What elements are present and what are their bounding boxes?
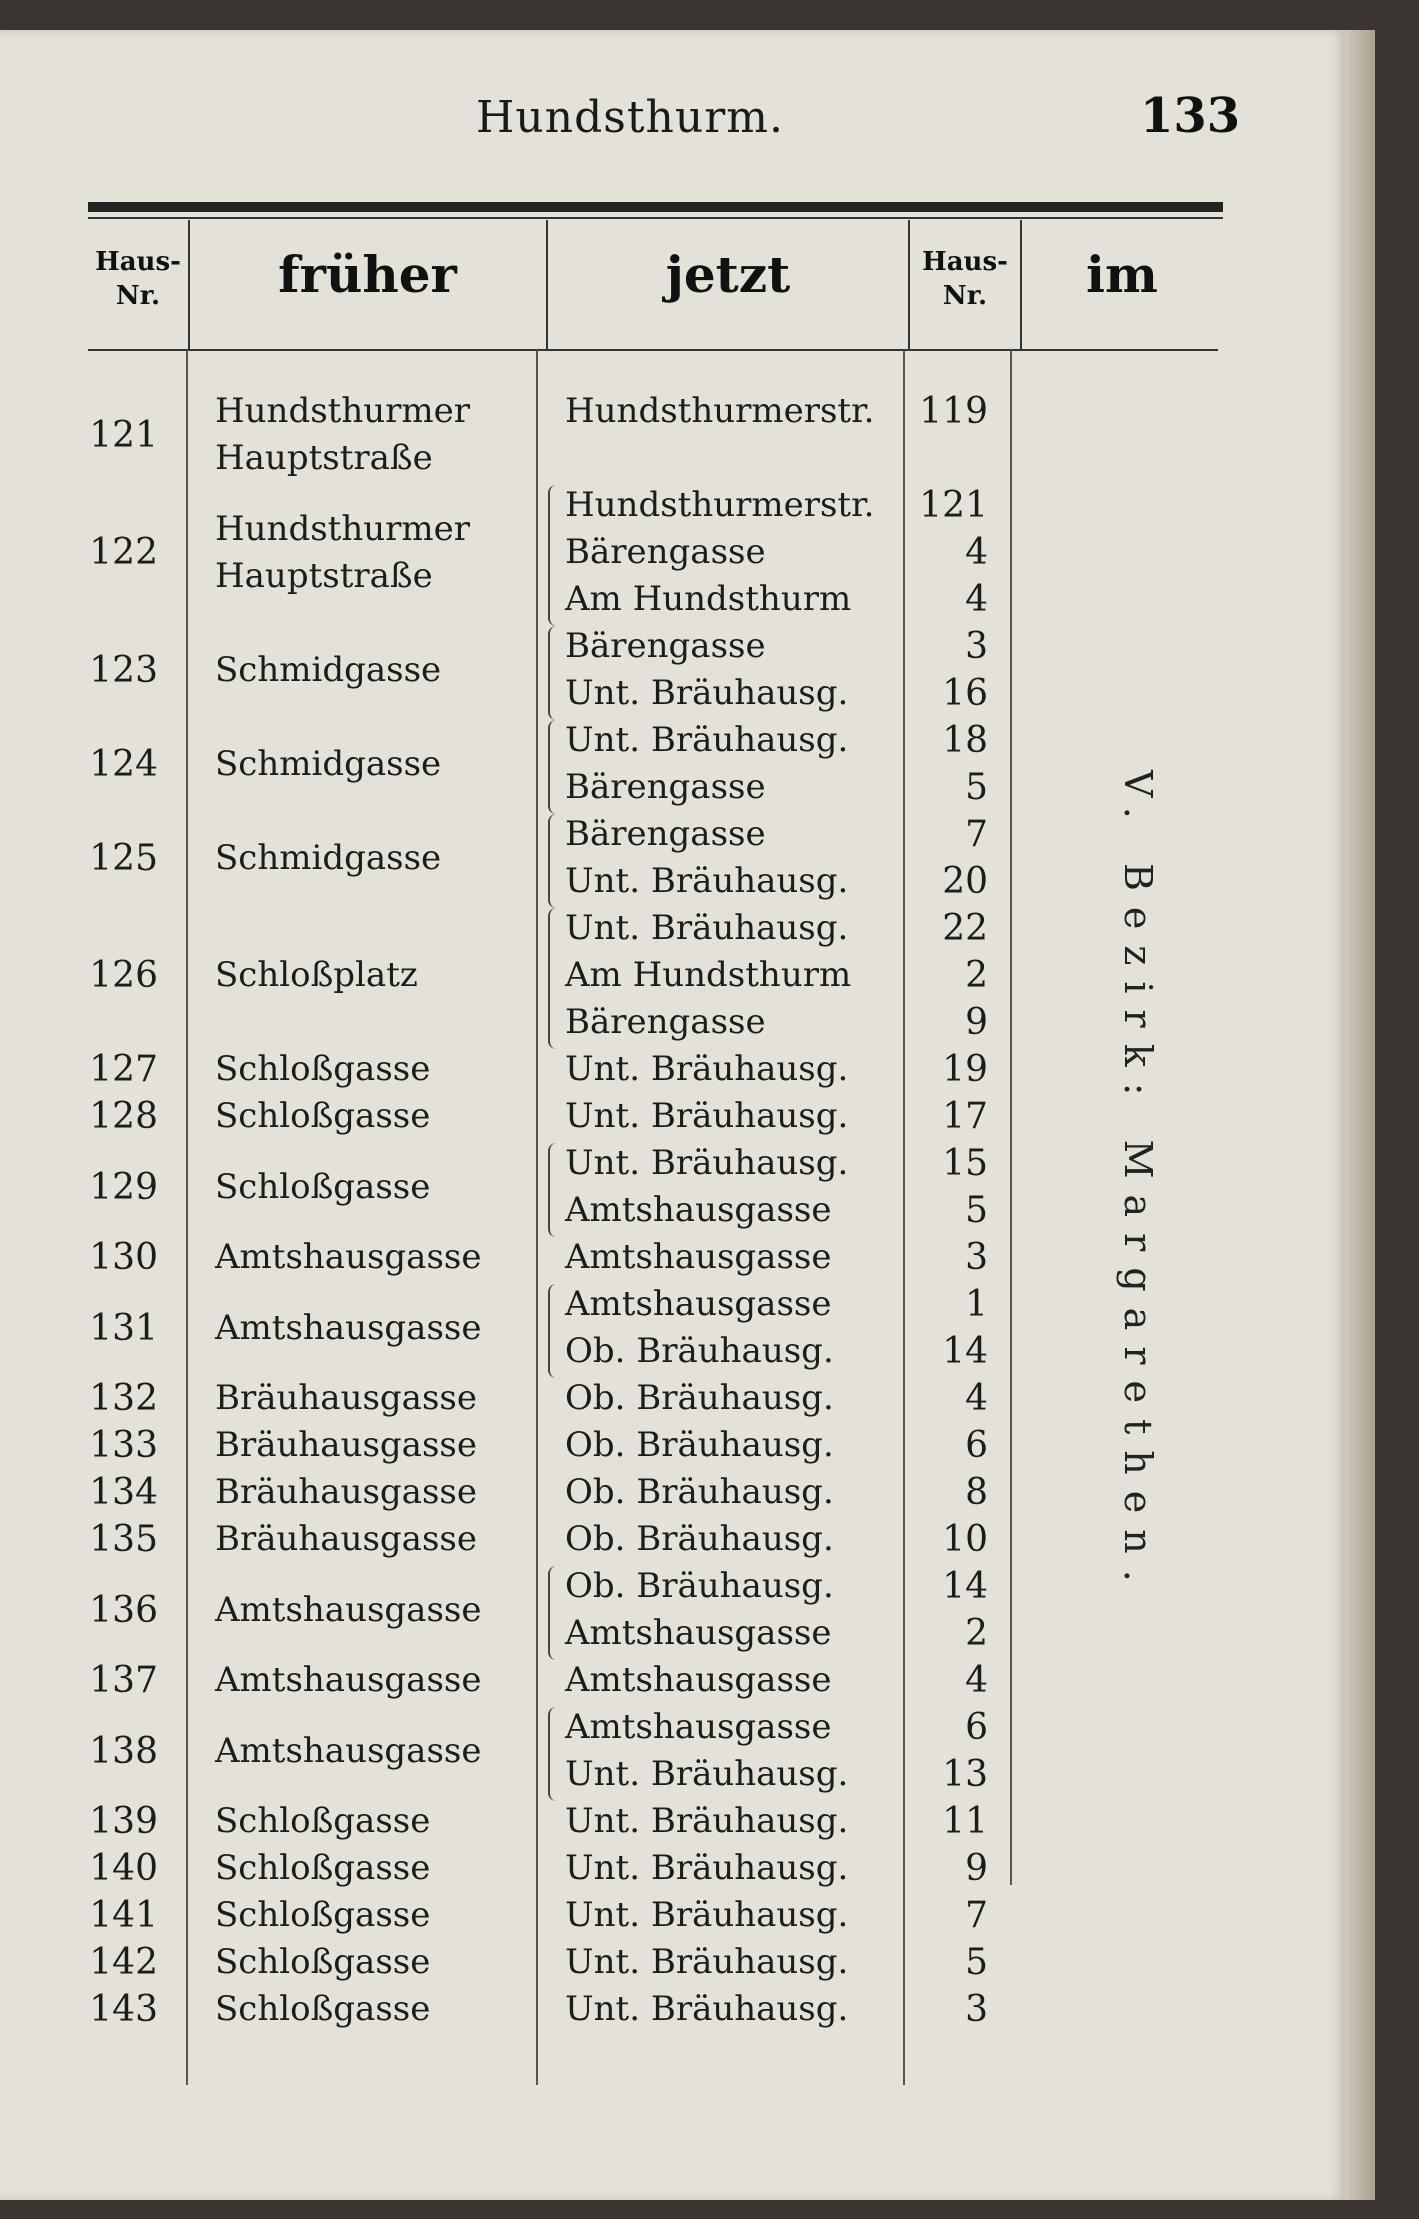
house-number-old: 130 bbox=[89, 1237, 158, 1278]
former-street-name: Schloßgasse bbox=[215, 1049, 431, 1089]
former-street-name: Bräuhausgasse bbox=[215, 1472, 477, 1512]
house-number-new: 20 bbox=[942, 861, 988, 902]
page-edge bbox=[1345, 30, 1375, 2200]
column-divider bbox=[903, 350, 905, 2085]
current-street-name: Unt. Bräuhausg. bbox=[565, 1989, 849, 2029]
current-street-name: Ob. Bräuhausg. bbox=[565, 1472, 834, 1512]
former-street-name: Hauptstraße bbox=[215, 555, 433, 596]
current-street-name: Ob. Bräuhausg. bbox=[565, 1566, 834, 1606]
house-number-new: 8 bbox=[965, 1472, 988, 1513]
current-street-name: Bärengasse bbox=[565, 767, 766, 807]
house-number-new: 1 bbox=[965, 1284, 988, 1325]
grouping-brace bbox=[548, 1707, 556, 1801]
column-header-jetzt: jetzt bbox=[665, 245, 791, 304]
house-number-new: 17 bbox=[942, 1096, 988, 1137]
house-number-old: 137 bbox=[89, 1660, 158, 1701]
page-number: 133 bbox=[1140, 88, 1241, 144]
house-number-new: 13 bbox=[942, 1754, 988, 1795]
house-number-new: 6 bbox=[965, 1425, 988, 1466]
grouping-brace bbox=[548, 626, 556, 720]
house-number-old: 128 bbox=[89, 1096, 158, 1137]
column-divider bbox=[188, 220, 190, 350]
former-street-name: Amtshausgasse bbox=[215, 1307, 482, 1348]
former-street-name: Schmidgasse bbox=[215, 837, 442, 878]
house-number-new: 119 bbox=[919, 391, 988, 432]
house-number-old: 139 bbox=[89, 1801, 158, 1842]
house-number-new: 5 bbox=[965, 1942, 988, 1983]
header-rule-thin bbox=[88, 217, 1223, 219]
house-number-old: 127 bbox=[89, 1049, 158, 1090]
page-title: Hundsthurm. bbox=[476, 92, 784, 143]
column-header-nr-line: Nr. bbox=[115, 281, 161, 311]
house-number-old: 122 bbox=[89, 532, 158, 573]
house-number-new: 9 bbox=[965, 1848, 988, 1889]
current-street-name: Unt. Bräuhausg. bbox=[565, 908, 849, 948]
district-side-text: V. Bezirk: Margarethen. bbox=[1116, 770, 1160, 1598]
column-divider bbox=[536, 350, 538, 2085]
former-street-name: Hauptstraße bbox=[215, 438, 433, 478]
former-street-name: Schloßgasse bbox=[215, 1848, 431, 1888]
header-rule-thick bbox=[88, 202, 1223, 212]
current-street-name: Hundsthurmerstr. bbox=[565, 485, 875, 525]
house-number-new: 2 bbox=[965, 1613, 988, 1654]
column-header-im: im bbox=[1086, 245, 1158, 304]
house-number-new: 7 bbox=[965, 814, 988, 855]
current-street-name: Am Hundsthurm bbox=[565, 955, 852, 995]
house-number-new: 7 bbox=[965, 1895, 988, 1936]
grouping-brace bbox=[548, 720, 556, 814]
column-header-haus-nr-2 bbox=[910, 245, 1020, 313]
former-street-name: Schloßgasse bbox=[215, 1166, 431, 1207]
grouping-brace bbox=[548, 1143, 556, 1237]
house-number-new: 5 bbox=[965, 1190, 988, 1231]
grouping-brace bbox=[548, 814, 556, 908]
grouping-brace bbox=[548, 1566, 556, 1660]
current-street-name: Unt. Bräuhausg. bbox=[565, 1848, 849, 1888]
current-street-name: Unt. Bräuhausg. bbox=[565, 1801, 849, 1841]
former-street-name: Bräuhausgasse bbox=[215, 1378, 477, 1418]
column-divider bbox=[908, 220, 910, 350]
house-number-new: 15 bbox=[942, 1143, 988, 1184]
current-street-name: Ob. Bräuhausg. bbox=[565, 1425, 834, 1465]
former-street-name: Amtshausgasse bbox=[215, 1730, 482, 1771]
house-number-old: 135 bbox=[89, 1519, 158, 1560]
house-number-new: 18 bbox=[942, 720, 988, 761]
current-street-name: Ob. Bräuhausg. bbox=[565, 1378, 834, 1418]
former-street-name: Hundsthurmer bbox=[215, 508, 470, 549]
house-number-new: 16 bbox=[942, 673, 988, 714]
house-number-old: 136 bbox=[89, 1589, 158, 1631]
column-header-haus-line: Haus- bbox=[95, 247, 181, 277]
current-street-name: Unt. Bräuhausg. bbox=[565, 1895, 849, 1935]
house-number-old: 133 bbox=[89, 1425, 158, 1466]
house-number-old: 142 bbox=[89, 1942, 158, 1983]
column-header-haus-line: Haus- bbox=[922, 247, 1008, 277]
current-street-name: Ob. Bräuhausg. bbox=[565, 1331, 834, 1371]
house-number-new: 4 bbox=[965, 579, 988, 620]
current-street-name: Unt. Bräuhausg. bbox=[565, 1049, 849, 1089]
former-street-name: Schmidgasse bbox=[215, 649, 442, 690]
house-number-new: 14 bbox=[942, 1566, 988, 1607]
house-number-new: 4 bbox=[965, 1660, 988, 1701]
house-number-new: 6 bbox=[965, 1707, 988, 1748]
house-number-new: 10 bbox=[942, 1519, 988, 1560]
former-street-name: Schloßgasse bbox=[215, 1801, 431, 1841]
house-number-old: 131 bbox=[89, 1307, 158, 1349]
house-number-new: 3 bbox=[965, 1989, 988, 2030]
house-number-new: 2 bbox=[965, 955, 988, 996]
former-street-name: Schloßplatz bbox=[215, 955, 418, 995]
column-divider bbox=[1010, 350, 1012, 1885]
current-street-name: Unt. Bräuhausg. bbox=[565, 673, 849, 713]
former-street-name: Bräuhausgasse bbox=[215, 1519, 477, 1559]
current-street-name: Unt. Bräuhausg. bbox=[565, 1942, 849, 1982]
former-street-name: Schloßgasse bbox=[215, 1989, 431, 2029]
column-divider bbox=[546, 220, 548, 350]
former-street-name: Bräuhausgasse bbox=[215, 1425, 477, 1465]
grouping-brace bbox=[548, 1284, 556, 1378]
house-number-old: 123 bbox=[89, 649, 158, 691]
house-number-new: 22 bbox=[942, 908, 988, 949]
column-header-haus-nr-1 bbox=[88, 245, 188, 313]
current-street-name: Bärengasse bbox=[565, 814, 766, 854]
current-street-name: Ob. Bräuhausg. bbox=[565, 1519, 834, 1559]
house-number-new: 4 bbox=[965, 1378, 988, 1419]
former-street-name: Schloßgasse bbox=[215, 1895, 431, 1935]
grouping-brace bbox=[548, 908, 556, 1049]
house-number-new: 3 bbox=[965, 1237, 988, 1278]
current-street-name: Amtshausgasse bbox=[565, 1707, 832, 1747]
current-street-name: Amtshausgasse bbox=[565, 1190, 832, 1230]
current-street-name: Amtshausgasse bbox=[565, 1284, 832, 1324]
current-street-name: Amtshausgasse bbox=[565, 1613, 832, 1653]
house-number-new: 9 bbox=[965, 1002, 988, 1043]
house-number-old: 143 bbox=[89, 1989, 158, 2030]
former-street-name: Amtshausgasse bbox=[215, 1660, 482, 1700]
former-street-name: Schloßgasse bbox=[215, 1942, 431, 1982]
current-street-name: Amtshausgasse bbox=[565, 1237, 832, 1277]
current-street-name: Bärengasse bbox=[565, 626, 766, 666]
house-number-old: 140 bbox=[89, 1848, 158, 1889]
house-number-old: 124 bbox=[89, 743, 158, 785]
house-number-old: 125 bbox=[89, 837, 158, 879]
column-divider bbox=[1020, 220, 1022, 350]
house-number-old: 121 bbox=[89, 414, 158, 456]
former-street-name: Schmidgasse bbox=[215, 743, 442, 784]
column-header-nr-line: Nr. bbox=[942, 281, 988, 311]
current-street-name: Hundsthurmerstr. bbox=[565, 391, 875, 431]
house-number-new: 19 bbox=[942, 1049, 988, 1090]
former-street-name: Hundsthurmer bbox=[215, 391, 470, 431]
house-number-new: 11 bbox=[942, 1801, 988, 1842]
current-street-name: Unt. Bräuhausg. bbox=[565, 1143, 849, 1183]
house-number-new: 3 bbox=[965, 626, 988, 667]
current-street-name: Bärengasse bbox=[565, 1002, 766, 1042]
house-number-old: 126 bbox=[89, 955, 158, 996]
current-street-name: Unt. Bräuhausg. bbox=[565, 1096, 849, 1136]
house-number-new: 14 bbox=[942, 1331, 988, 1372]
current-street-name: Amtshausgasse bbox=[565, 1660, 832, 1700]
former-street-name: Amtshausgasse bbox=[215, 1589, 482, 1630]
current-street-name: Am Hundsthurm bbox=[565, 579, 852, 619]
former-street-name: Schloßgasse bbox=[215, 1096, 431, 1136]
current-street-name: Unt. Bräuhausg. bbox=[565, 720, 849, 760]
grouping-brace bbox=[548, 485, 556, 626]
current-street-name: Unt. Bräuhausg. bbox=[565, 1754, 849, 1794]
house-number-old: 134 bbox=[89, 1472, 158, 1513]
house-number-old: 138 bbox=[89, 1730, 158, 1772]
current-street-name: Unt. Bräuhausg. bbox=[565, 861, 849, 901]
house-number-old: 132 bbox=[89, 1378, 158, 1419]
column-header-rule bbox=[88, 349, 1218, 351]
house-number-old: 141 bbox=[89, 1895, 158, 1936]
house-number-old: 129 bbox=[89, 1166, 158, 1208]
current-street-name: Bärengasse bbox=[565, 532, 766, 572]
column-header-frueher: früher bbox=[278, 245, 457, 304]
house-number-new: 121 bbox=[919, 485, 988, 526]
house-number-new: 5 bbox=[965, 767, 988, 808]
column-divider bbox=[186, 350, 188, 2085]
former-street-name: Amtshausgasse bbox=[215, 1237, 482, 1277]
house-number-new: 4 bbox=[965, 532, 988, 573]
